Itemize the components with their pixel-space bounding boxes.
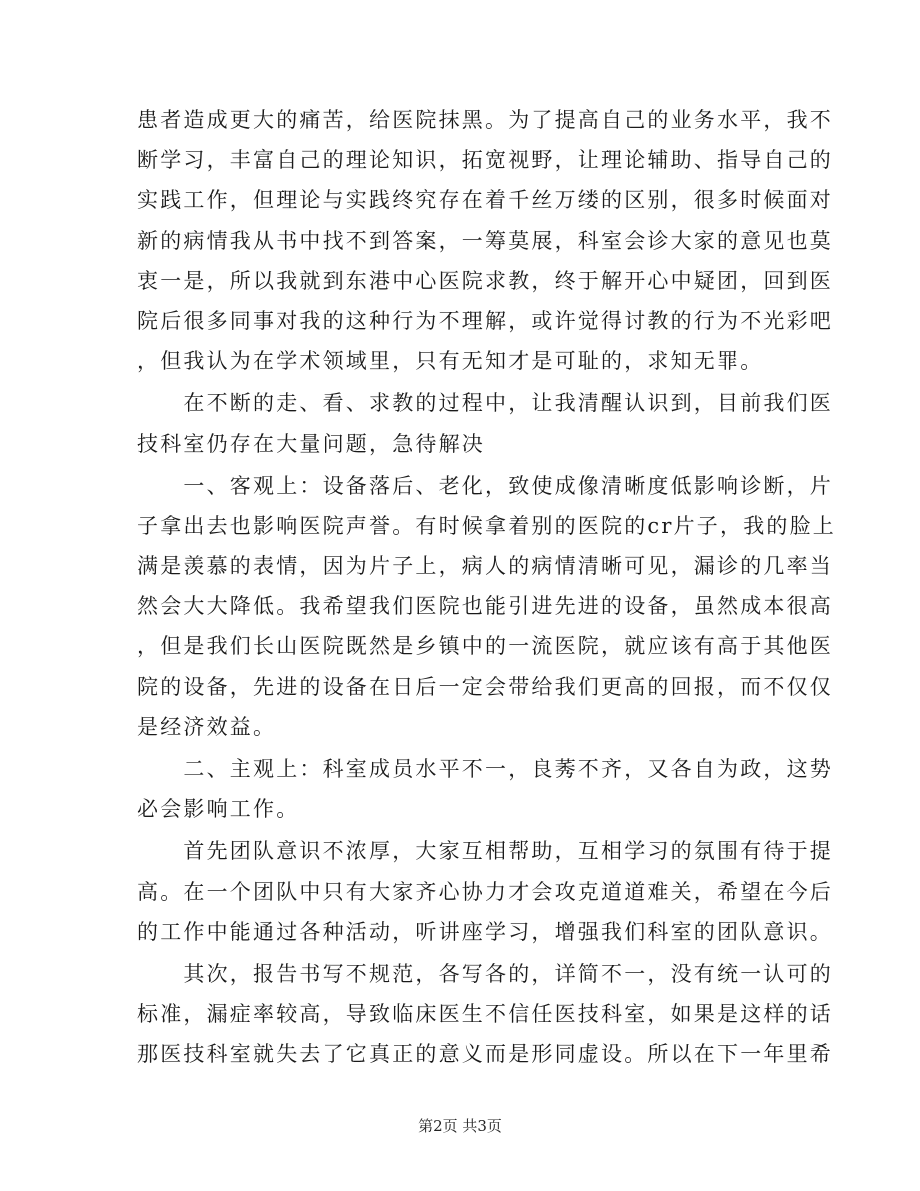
text-line: 在不断的走、看、求教的过程中，让我清醒认识到，目前我们医 <box>137 391 833 416</box>
text-line: 一、客观上：设备落后、老化，致使成像清晰度低影响诊断，片 <box>137 473 833 498</box>
text-line: 满是羡慕的表情，因为片子上，病人的病情清晰可见，漏诊的几率当 <box>137 554 833 579</box>
text-line: 实践工作，但理论与实践终究存在着千丝万缕的区别，很多时候面对 <box>137 188 833 213</box>
page-number-footer: 第2页 共3页 <box>418 1117 502 1135</box>
text-line: 是经济效益。 <box>137 714 277 739</box>
text-line: 院的设备，先进的设备在日后一定会带给我们更高的回报，而不仅仅 <box>137 674 833 699</box>
text-line: 患者造成更大的痛苦，给医院抹黑。为了提高自己的业务水平，我不 <box>137 108 833 132</box>
text-line: 衷一是，所以我就到东港中心医院求教，终于解开心中疑团，回到医 <box>137 268 833 293</box>
text-line: 院后很多同事对我的这种行为不理解，或许觉得讨教的行为不光彩吧 <box>137 308 833 333</box>
text-line: 高。在一个团队中只有大家齐心协力才会攻克道道难关，希望在今后 <box>137 879 833 904</box>
text-line: 然会大大降低。我希望我们医院也能引进先进的设备，虽然成本很高 <box>137 594 833 619</box>
text-line: ，但是我们长山医院既然是乡镇中的一流医院，就应该有高于其他医 <box>137 634 833 659</box>
text-line: 二、主观上：科室成员水平不一，良莠不齐，又各自为政，这势 <box>137 757 833 781</box>
text-line: 必会影响工作。 <box>137 797 300 822</box>
text-line: 的工作中能通过各种活动，听讲座学习，增强我们科室的团队意识。 <box>137 919 833 944</box>
text-line: 技科室仍存在大量问题，急待解决 <box>137 431 485 456</box>
text-line: 新的病情我从书中找不到答案，一筹莫展，科室会诊大家的意见也莫 <box>137 228 833 253</box>
text-line: 那医技科室就失去了它真正的意义而是形同虚设。所以在下一年里希 <box>137 1042 833 1067</box>
text-line: ，但我认为在学术领域里，只有无知才是可耻的，求知无罪。 <box>137 349 764 374</box>
text-line: 子拿出去也影响医院声誉。有时候拿着别的医院的cr片子，我的脸上 <box>137 513 836 538</box>
text-line: 断学习，丰富自己的理论知识，拓宽视野，让理论辅助、指导自己的 <box>137 148 833 173</box>
text-line: 首先团队意识不浓厚，大家互相帮助，互相学习的氛围有待于提 <box>137 839 833 864</box>
text-line: 其次，报告书写不规范，各写各的，详简不一，没有统一认可的 <box>137 961 833 986</box>
text-line: 标准，漏症率较高，导致临床医生不信任医技科室，如果是这样的话 <box>137 1002 833 1027</box>
body-text <box>137 100 836 1075</box>
